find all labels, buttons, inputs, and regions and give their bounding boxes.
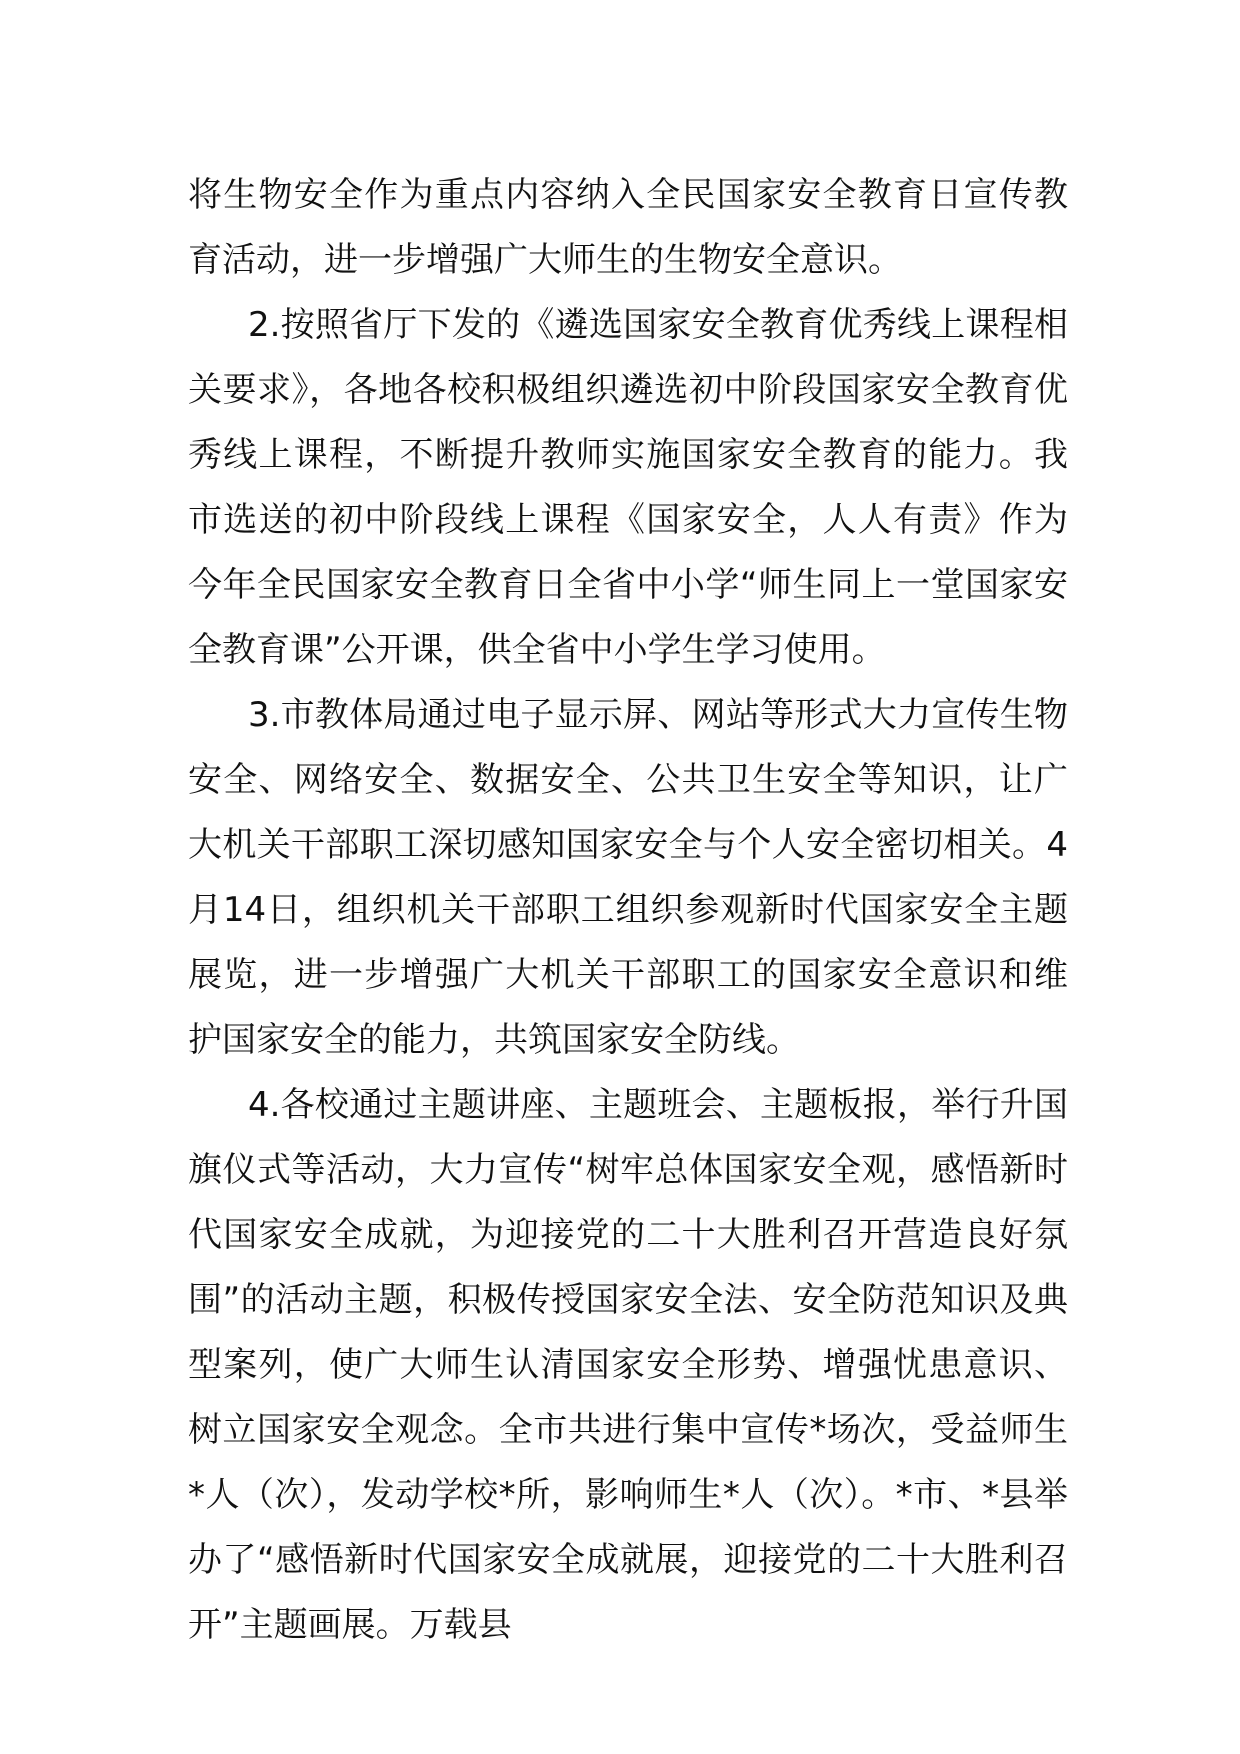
- paragraph-4: 4.各校通过主题讲座、主题班会、主题板报，举行升国旗仪式等活动，大力宣传“树牢总体国家安全观，感悟新时代国家安全成就，为迎接党的二十大胜利召开营造良好氛围”的活动主题，积极传授国家安全法、安全防范知识及典型案列，使广大师生认清国家安全形势、增强忧患意识、树立国家安全观念。全市共进行集中宣传*场次，受益师生*人（次），发动学校*所，影响师生*人（次）。*市、*县举办了“感悟新时代国家安全成就展，迎接党的二十大胜利召开”主题画展。万载县: [188, 1085, 1068, 1645]
- paragraph-3: 3.市教体局通过电子显示屏、网站等形式大力宣传生物安全、网络安全、数据安全、公共卫生安全等知识，让广大机关干部职工深切感知国家安全与个人安全密切相关。4月14日，组织机关干部职工组织参观新时代国家安全主题展览，进一步增强广大机关干部职工的国家安全意识和维护国家安全的能力，共筑国家安全防线。: [188, 695, 1068, 1060]
- paragraph-2: 2.按照省厅下发的《遴选国家安全教育优秀线上课程相关要求》，各地各校积极组织遴选初中阶段国家安全教育优秀线上课程，不断提升教师实施国家安全教育的能力。我市选送的初中阶段线上课程《国家安全，人人有责》作为今年全民国家安全教育日全省中小学“师生同上一堂国家安全教育课”公开课，供全省中小学生学习使用。: [188, 305, 1068, 670]
- document-body: [188, 163, 1068, 1658]
- paragraph-1: 将生物安全作为重点内容纳入全民国家安全教育日宣传教育活动，进一步增强广大师生的生物安全意识。: [188, 175, 1068, 280]
